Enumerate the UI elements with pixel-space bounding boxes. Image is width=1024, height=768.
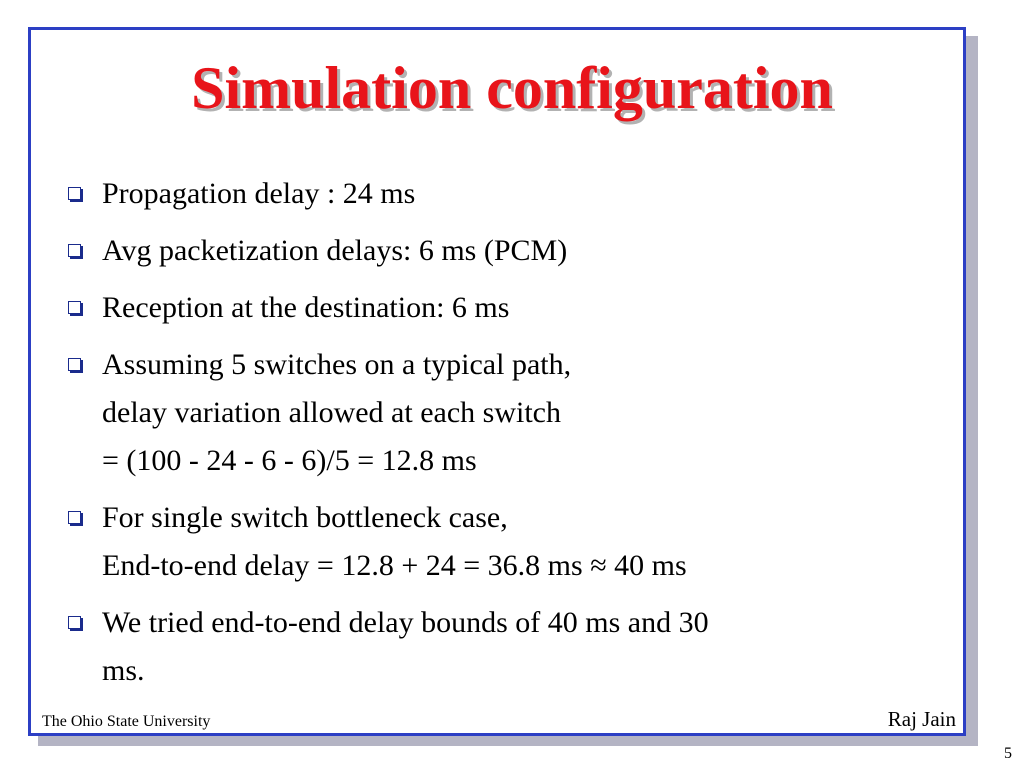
bullet-text: ms. [102, 654, 145, 687]
square-bullet-icon [68, 358, 81, 371]
bullet-text: Reception at the destination: 6 ms [102, 291, 510, 324]
bullet-text: Propagation delay : 24 ms [102, 177, 416, 210]
bullet-text: End-to-end delay = 12.8 + 24 = 36.8 ms ≈ 40 ms [102, 549, 687, 582]
bullet-text: We tried end-to-end delay bounds of 40 ms and 30 [102, 606, 709, 639]
bullet-list [62, 170, 932, 704]
square-bullet-icon [68, 616, 81, 629]
square-bullet-icon [68, 187, 81, 200]
page-number: 5 [1004, 745, 1012, 762]
bullet-item [62, 599, 932, 695]
footer-author: Raj Jain [887, 707, 956, 731]
square-bullet-icon [68, 244, 81, 257]
bullet-text: Assuming 5 switches on a typical path, [102, 348, 572, 381]
footer-institution: The Ohio State University [42, 713, 211, 730]
bullet-item [62, 284, 932, 332]
bullet-item [62, 170, 932, 218]
bullet-item [62, 341, 932, 485]
bullet-item [62, 494, 932, 590]
square-bullet-icon [68, 301, 81, 314]
bullet-text: delay variation allowed at each switch [102, 396, 561, 429]
square-bullet-icon [68, 511, 81, 524]
bullet-text: Avg packetization delays: 6 ms (PCM) [102, 234, 568, 267]
bullet-text: For single switch bottleneck case, [102, 501, 508, 534]
bullet-text: = (100 - 24 - 6 - 6)/5 = 12.8 ms [102, 444, 477, 477]
bullet-item [62, 227, 932, 275]
slide-title: Simulation configuration [191, 55, 833, 121]
